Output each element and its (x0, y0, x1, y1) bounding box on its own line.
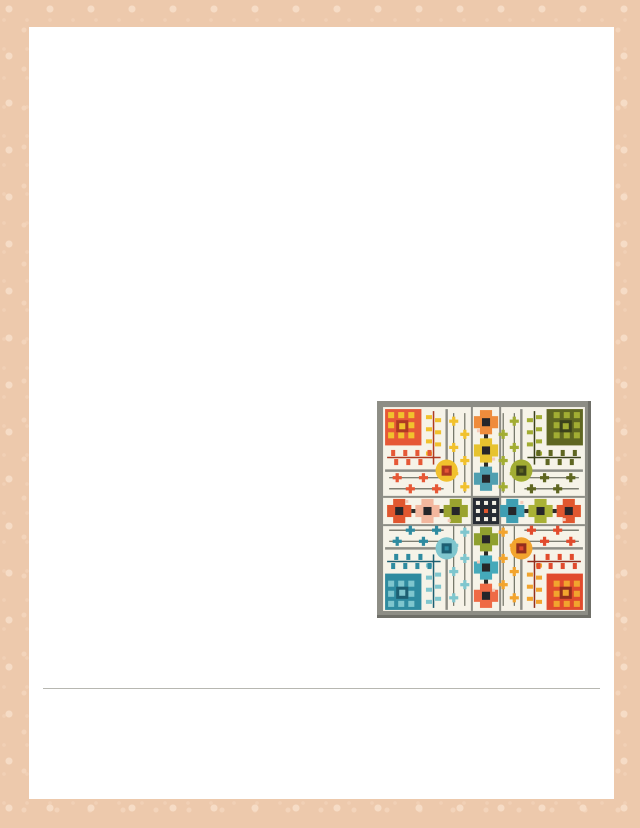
quilt-graphic (377, 401, 591, 618)
fabric-bundle-photo (43, 43, 239, 237)
materials-section (248, 41, 594, 48)
quilt-photo-block (377, 401, 593, 629)
pattern-back-page (29, 27, 614, 799)
footer-divider (43, 688, 600, 689)
yardage-notes (43, 239, 243, 248)
about-sections (43, 417, 381, 427)
barcode-bars (45, 705, 173, 763)
barcode (45, 705, 173, 764)
fine-print (205, 697, 599, 704)
